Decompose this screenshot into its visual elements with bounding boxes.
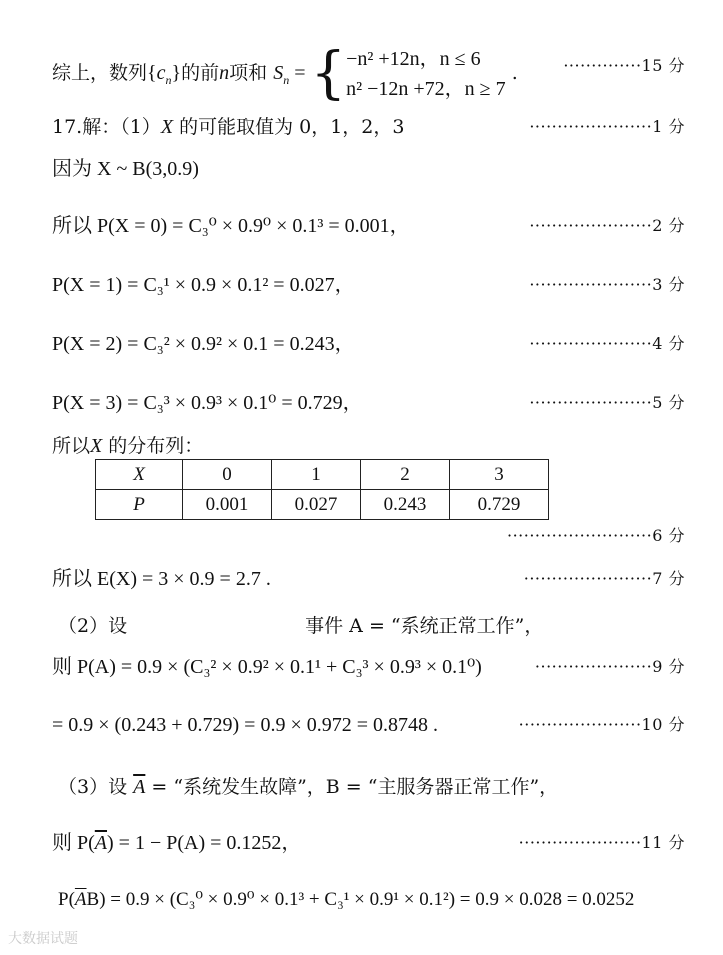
- prob-x0: 所以 P(X = 0) = C₃⁰ × 0.9⁰ × 0.1³ = 0.001，: [52, 215, 410, 237]
- score-1: ······················1 分: [529, 117, 685, 136]
- score-7: ·······················7 分: [523, 569, 685, 588]
- prob-x1: P(X = 1) = C₃¹ × 0.9 × 0.1² = 0.027，: [52, 274, 355, 296]
- watermark: 大数据试题: [8, 931, 78, 947]
- part3-setup: （3）设 $\overline{A}$ = “系统发生故障”，B = “主服务器正常工作”，: [58, 776, 559, 798]
- case-1: −n² +12n，n ≤ 6: [346, 48, 481, 70]
- table-row: P 0.001 0.027 0.243 0.729: [96, 490, 549, 520]
- table-row: X 0 1 2 3: [96, 460, 549, 490]
- prob-x3: P(X = 3) = C₃³ × 0.9³ × 0.1⁰ = 0.729，: [52, 392, 363, 414]
- part2-formula: 则 P(A) = 0.9 × (C₃² × 0.9² × 0.1¹ + C₃³ × 0.9³ × 0.1⁰): [52, 656, 482, 678]
- score-9: ·····················9 分: [534, 657, 685, 676]
- part2-setup: （2）设 事件 A = “系统正常工作”，: [58, 615, 544, 637]
- expectation: 所以 E(X) = 3 × 0.9 = 2.7 .: [52, 568, 271, 590]
- piecewise-cases: [346, 44, 506, 104]
- score-6: ··························6 分: [506, 526, 685, 545]
- part3-complement: 则 $P(\overline{A}) = 1 - P(A) = 0.1252$，: [52, 832, 302, 854]
- prob-x2: P(X = 2) = C₃² × 0.9² × 0.1 = 0.243，: [52, 333, 355, 355]
- part2-result: = 0.9 × (0.243 + 0.729) = 0.9 × 0.972 = 0.8748 .: [52, 714, 438, 736]
- distribution-table: [95, 459, 549, 520]
- distribution-heading: 所以X 的分布列：: [52, 435, 204, 457]
- score-5: ······················5 分: [529, 393, 685, 412]
- case-2: n² −12n +72，n ≥ 7: [346, 78, 506, 100]
- score-10: ······················10 分: [518, 715, 685, 734]
- score-15: ··············15 分: [563, 56, 685, 75]
- q17-intro: 17.解：（1）X 的可能取值为 0，1，2，3: [52, 116, 405, 138]
- score-2: ······················2 分: [529, 216, 685, 235]
- case-brace: {: [310, 41, 347, 106]
- score-3: ······················3 分: [529, 275, 685, 294]
- summary-line: 综上，数列$\{c_n\}$的前n项和 $S_n = \{-n^2 +12n$，n ≤ 6 n² −12n +72，n ≥ 7 .: [52, 41, 518, 106]
- score-11: ······················11 分: [518, 833, 685, 852]
- binomial-statement: 因为 X ~ B(3,0.9): [52, 158, 199, 180]
- score-4: ······················4 分: [529, 334, 685, 353]
- part3-joint: $P(\overline{A}B) = 0.9 \times (C_3^0 \times 0.9^0 \times 0.1^3 + C_3^1 \times 0.9^1 \times 0.1^2) = 0.9 \times 0.028 = 0.0252$: [58, 889, 635, 910]
